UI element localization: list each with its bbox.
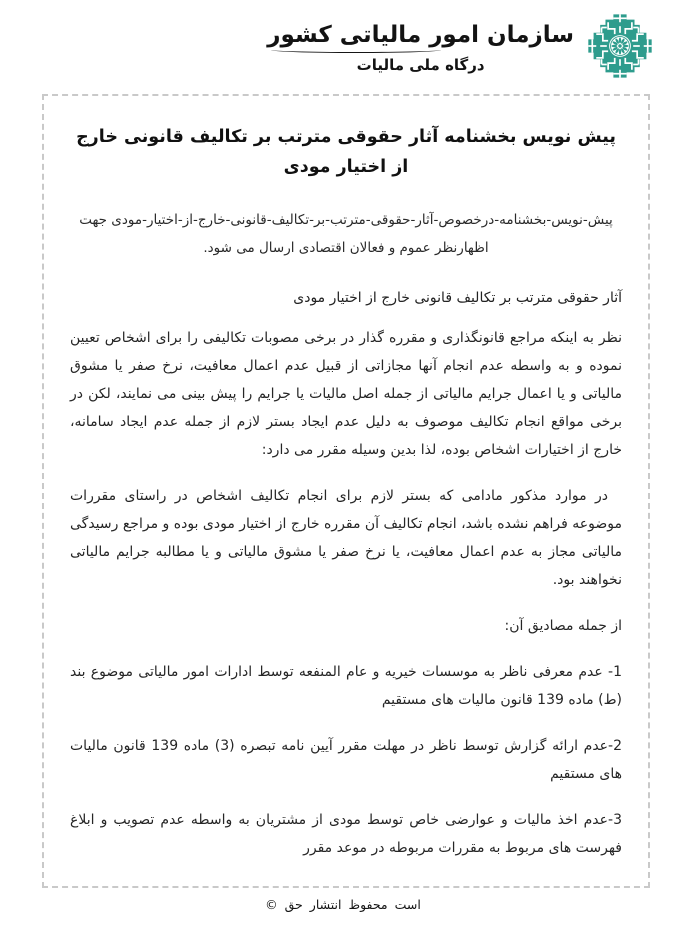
paragraph-2: در موارد مذکور مادامی که بستر لازم برای انجام تکالیف اشخاص در راستای مقررات موضوعه فراهم نشده باشد، انجام تکالیف آن مقرره خارج از اختیار مودی بوده و مراجع رسیدگی مالیاتی مجاز به عدم اعمال معافیت، یا نرخ صفر یا مشوق مالیاتی و یا مطالبه جرایم مالیاتی نخواهند بود. [70, 488, 622, 588]
paragraph-1: نظر به اینکه مراجع قانونگذاری و مقرره گذار در برخی مصوبات تکالیفی را برای اشخاص تعیین نموده و به واسطه عدم انجام آنها مجازاتی از قبیل عدم اعمال معافیت، نرخ صفر یا مشوق مالیاتی و یا اعمال جرایم مالیاتی از جمله اصل مالیات یا جرایم را پیش بینی می نمایند، لکن در برخی مواقع انجام تکالیف موصوف به دلیل عدم ایجاد بستر لازم از جمله عدم ایجاد سامانه، خارج از اختیارات اشخاص بوده، لذا بدین وسیله مقرر می دارد: [70, 330, 622, 458]
list-item-3: 3-عدم اخذ مالیات و عوارضی خاص توسط مودی از مشتریان به واسطه عدم تصویب و ابلاغ فهرست های مربوط به مقررات مربوطه در موعد مقرر [70, 812, 622, 856]
header [0, 0, 686, 79]
org-name-calligraphy: سازمان امور مالیاتی کشور [267, 22, 574, 48]
copyright-notice: © حق انتشار محفوظ است [265, 897, 421, 912]
document-title: پیش نویس بخشنامه آثار حقوقی مترتب بر تکالیف قانونی خارج از اختیار مودی [76, 127, 616, 177]
list-item-2: 2-عدم ارائه گزارش توسط ناظر در مهلت مقرر آیین نامه تبصره (3) ماده 139 قانون مالیات های مستقیم [70, 738, 623, 782]
list-intro: از جمله مصادیق آن: [504, 618, 622, 634]
section-heading: آثار حقوقی مترتب بر تکالیف قانونی خارج از اختیار مودی [293, 290, 622, 306]
brand-text [267, 20, 574, 74]
document-frame [42, 94, 650, 888]
document-subtitle: پیش-نویس-بخشنامه-درخصوص-آثار-حقوقی-مترتب-بر-تکالیف-قانونی-خارج-از-اختیار-مودی جهت اظهارنظر عموم و فعالان اقتصادی ارسال می شود. [79, 212, 613, 256]
list-item-1: 1- عدم معرفی ناظر به موسسات خیریه و عام المنفعه توسط ادارات امور مالیاتی موضوع بند (ط) ماده 139 قانون مالیات های مستقیم [70, 664, 622, 708]
footer [0, 897, 686, 926]
tax-organization-logo-icon [586, 13, 654, 79]
portal-name: درگاه ملی مالیات [356, 56, 485, 74]
